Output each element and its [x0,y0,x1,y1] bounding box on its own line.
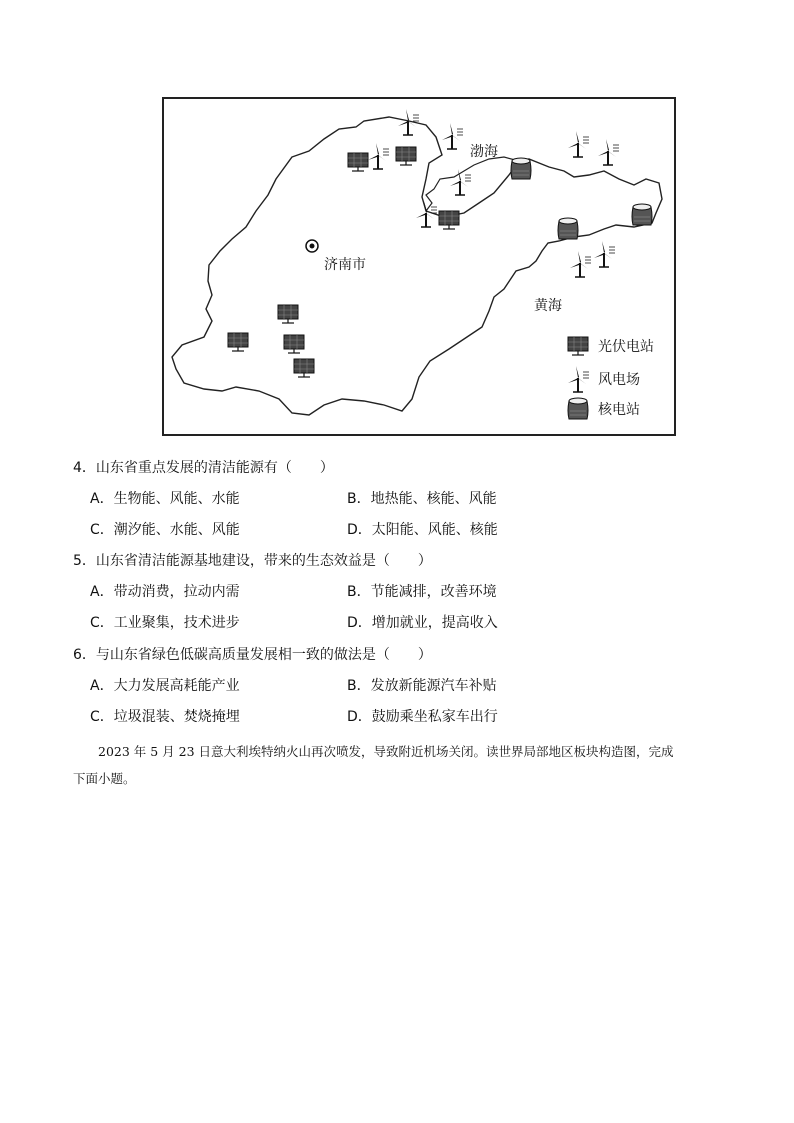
legend-nuclear [566,397,640,421]
solar-station-icon [348,153,368,171]
wind-turbine-icon [442,123,463,149]
bohai-label: 渤海 [470,144,498,160]
legend-wind [566,365,640,393]
solar-station-icon [396,147,416,165]
q4-option-d[interactable]: D．太阳能、风能、核能 [347,522,498,538]
question-4-stem: 4．山东省重点发展的清洁能源有（ ） [73,460,334,476]
wind-turbine-icon [594,241,615,267]
q5-option-a[interactable]: A．带动消费，拉动内需 [90,584,240,600]
intro-line-1: 2023 年 5 月 23 日意大利埃特纳火山再次喷发，导致附近机场关闭。读世界局部地区板块构造图，完成 [98,744,674,759]
nuclear-plant-icon [511,158,531,179]
huanghai-label: 黄海 [534,298,562,314]
q4-option-b[interactable]: B．地热能、核能、风能 [347,491,497,507]
wind-turbine-icon [566,365,590,393]
q6-option-c[interactable]: C．垃圾混装、焚烧掩埋 [90,709,240,725]
q4-option-c[interactable]: C．潮汐能、水能、风能 [90,522,240,538]
q6-option-a[interactable]: A．大力发展高耗能产业 [90,678,240,694]
q5-option-b[interactable]: B．节能减排，改善环境 [347,584,497,600]
intro-line-2: 下面小题。 [73,771,136,786]
legend-solar [566,335,654,357]
q6-option-d[interactable]: D．鼓励乘坐私家车出行 [347,709,498,725]
legend-solar-label: 光伏电站 [598,339,654,355]
legend-wind-label: 风电场 [598,372,640,388]
question-6-stem: 6．与山东省绿色低碳高质量发展相一致的做法是（ ） [73,647,432,663]
shandong-energy-map [162,97,676,436]
solar-station-icon [278,305,298,323]
wind-turbine-icon [568,131,589,157]
solar-station-icon [439,211,459,229]
next-question-intro [73,738,758,792]
q5-option-c[interactable]: C．工业聚集，技术进步 [90,615,240,631]
solar-panel-icon [566,335,590,357]
solar-station-icon [294,359,314,377]
jinan-label: 济南市 [324,257,366,273]
nuclear-plant-icon [558,218,578,239]
wind-turbine-icon [598,139,619,165]
q4-option-a[interactable]: A．生物能、风能、水能 [90,491,240,507]
wind-turbine-icon [368,143,389,169]
solar-station-icon [284,335,304,353]
wind-turbine-icon [570,251,591,277]
solar-station-icon [228,333,248,351]
nuclear-plant-icon [632,204,652,225]
question-5-stem: 5．山东省清洁能源基地建设，带来的生态效益是（ ） [73,553,432,569]
legend-nuclear-label: 核电站 [598,402,640,418]
q6-option-b[interactable]: B．发放新能源汽车补贴 [347,678,497,694]
nuclear-plant-icon [566,397,590,421]
q5-option-d[interactable]: D．增加就业，提高收入 [347,615,498,631]
